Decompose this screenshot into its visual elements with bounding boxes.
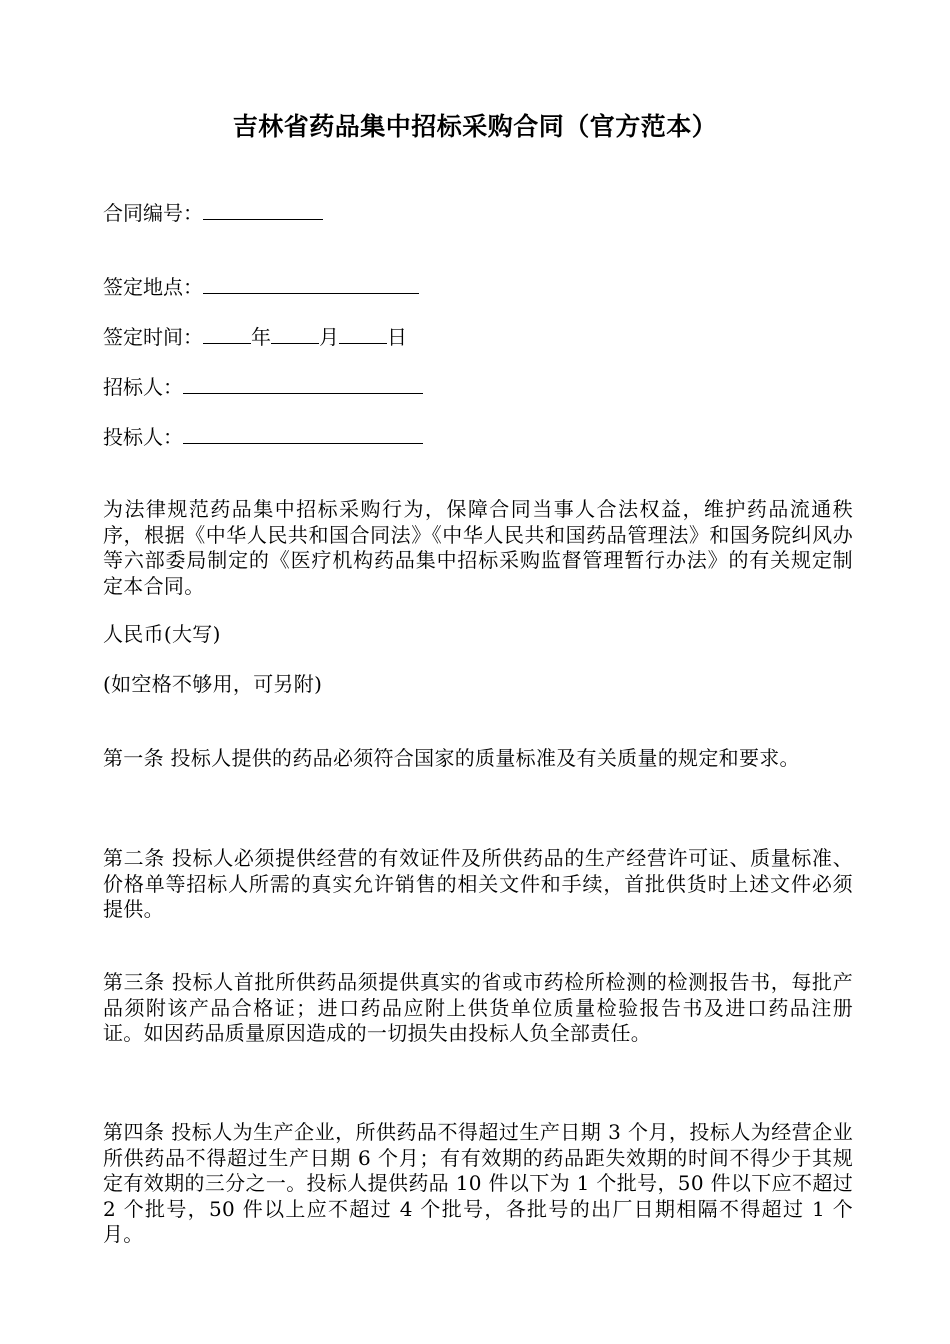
article-2: 第二条 投标人必须提供经营的有效证件及所供药品的生产经营许可证、质量标准、价格单等招标人所需的真实允许销售的相关文件和手续，首批供货时上述文件必须提供。 — [103, 846, 853, 921]
year-label: 年 — [251, 325, 271, 349]
contract-number-field — [103, 199, 323, 227]
signing-place-field — [103, 273, 419, 301]
note-line: (如空格不够用，可另附) — [103, 672, 323, 696]
article-4: 第四条 投标人为生产企业，所供药品不得超过生产日期 3 个月，投标人为经营企业所供药品不得超过生产日期 6 个月；有有效期的药品距失效期的时间不得少于其规定有效期的三分之一。投标人提供药品 10 件以下为 1 个批号，50 件以下应不超过 2 个批号，50 件以上应不超过 4 个批号，各批号的出厂日期相隔不得超过 1 个月。 — [103, 1120, 853, 1246]
bidder-blank — [183, 423, 423, 444]
bidder-field — [103, 423, 423, 451]
signing-place-blank — [203, 273, 419, 294]
article-3: 第三条 投标人首批所供药品须提供真实的省或市药检所检测的检测报告书，每批产品须附该产品合格证；进口药品应附上供货单位质量检验报告书及进口药品注册证。如因药品质量原因造成的一切损失由投标人负全部责任。 — [103, 970, 853, 1045]
contract-number-blank — [203, 199, 323, 220]
article-1: 第一条 投标人提供的药品必须符合国家的质量标准及有关质量的规定和要求。 — [103, 746, 800, 770]
contract-number-label: 合同编号： — [103, 201, 203, 225]
year-blank — [203, 323, 251, 344]
document-title: 吉林省药品集中招标采购合同（官方范本） — [232, 112, 718, 141]
signing-place-label: 签定地点： — [103, 275, 203, 299]
tenderer-label: 招标人： — [103, 375, 183, 399]
signing-time-label: 签定时间： — [103, 325, 203, 349]
rmb-line: 人民币(大写) — [103, 622, 221, 646]
month-blank — [271, 323, 319, 344]
day-blank — [339, 323, 387, 344]
tenderer-blank — [183, 373, 423, 394]
day-label: 日 — [387, 325, 407, 349]
signing-time-field — [103, 323, 407, 351]
tenderer-field — [103, 373, 423, 401]
bidder-label: 投标人： — [103, 425, 183, 449]
intro-paragraph: 为法律规范药品集中招标采购行为，保障合同当事人合法权益，维护药品流通秩序，根据《中华人民共和国合同法》《中华人民共和国药品管理法》和国务院纠风办等六部委局制定的《医疗机构药品集中招标采购监督管理暂行办法》的有关规定制定本合同。 — [103, 497, 853, 598]
month-label: 月 — [319, 325, 339, 349]
